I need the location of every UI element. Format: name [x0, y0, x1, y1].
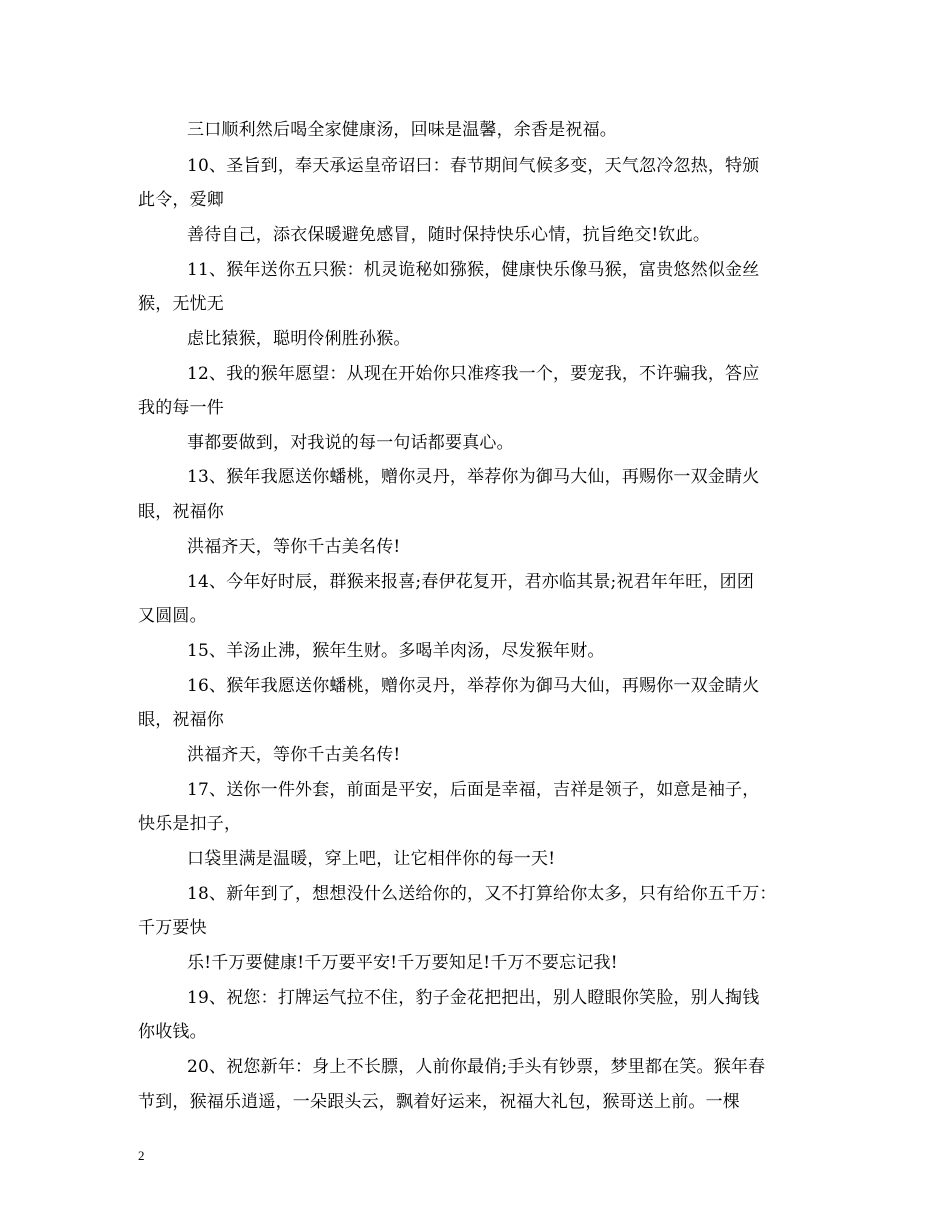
text-line: 14、今年好时辰，群猴来报喜;春伊花复开，君亦临其景;祝君年年旺，团团	[187, 572, 755, 592]
text-line: 13、猴年我愿送你蟠桃，赠你灵丹，举荐你为御马大仙，再赐你一双金睛火	[187, 467, 760, 487]
text-line: 眼，祝福你	[138, 502, 224, 522]
text-line: 我的每一件	[138, 398, 224, 418]
text-line: 18、新年到了，想想没什么送给你的，又不打算给你太多，只有给你五千万：	[187, 884, 777, 904]
text-line: 眼，祝福你	[138, 710, 224, 730]
text-line: 虑比猿猴，聪明伶俐胜孙猴。	[187, 329, 411, 349]
page-number: 2	[138, 1148, 145, 1163]
text-line: 洪福齐天，等你千古美名传!	[187, 745, 401, 765]
text-line: 你收钱。	[138, 1022, 207, 1042]
text-line: 又圆圆。	[138, 606, 207, 626]
text-line: 猴，无忧无	[138, 294, 224, 314]
text-line: 17、送你一件外套，前面是平安，后面是幸福，吉祥是领子，如意是袖子，	[187, 780, 760, 800]
text-line: 此令，爱卿	[138, 190, 224, 210]
text-line: 19、祝您：打牌运气拉不住，豹子金花把把出，别人瞪眼你笑脸，别人掏钱	[187, 988, 760, 1008]
text-line: 事都要做到，对我说的每一句话都要真心。	[187, 433, 514, 453]
text-line: 乐!千万要健康!千万要平安!千万要知足!千万不要忘记我!	[187, 953, 618, 973]
text-line: 16、猴年我愿送你蟠桃，赠你灵丹，举荐你为御马大仙，再赐你一双金睛火	[187, 676, 760, 696]
text-line: 快乐是扣子，	[138, 814, 242, 834]
text-line: 千万要快	[138, 918, 207, 938]
text-line: 20、祝您新年：身上不长膘，人前你最俏;手头有钞票，梦里都在笑。猴年春	[187, 1057, 766, 1077]
text-line: 15、羊汤止沸，猴年生财。多喝羊肉汤，尽发猴年财。	[187, 641, 605, 661]
text-line: 10、圣旨到，奉天承运皇帝诏曰：春节期间气候多变，天气忽冷忽热，特颁	[187, 156, 760, 176]
text-line: 节到，猴福乐逍遥，一朵跟头云，飘着好运来，祝福大礼包，猴哥送上前。一棵	[138, 1092, 740, 1112]
text-line: 善待自己，添衣保暖避免感冒，随时保持快乐心情，抗旨绝交!钦此。	[187, 225, 711, 245]
text-line: 三口顺利然后喝全家健康汤，回味是温馨，余香是祝福。	[187, 120, 617, 140]
text-line: 口袋里满是温暖，穿上吧，让它相伴你的每一天!	[187, 849, 556, 869]
text-line: 洪福齐天，等你千古美名传!	[187, 537, 401, 557]
text-line: 11、猴年送你五只猴：机灵诡秘如猕猴，健康快乐像马猴，富贵悠然似金丝	[187, 260, 760, 280]
text-line: 12、我的猴年愿望：从现在开始你只准疼我一个，要宠我，不许骗我，答应	[187, 364, 760, 384]
